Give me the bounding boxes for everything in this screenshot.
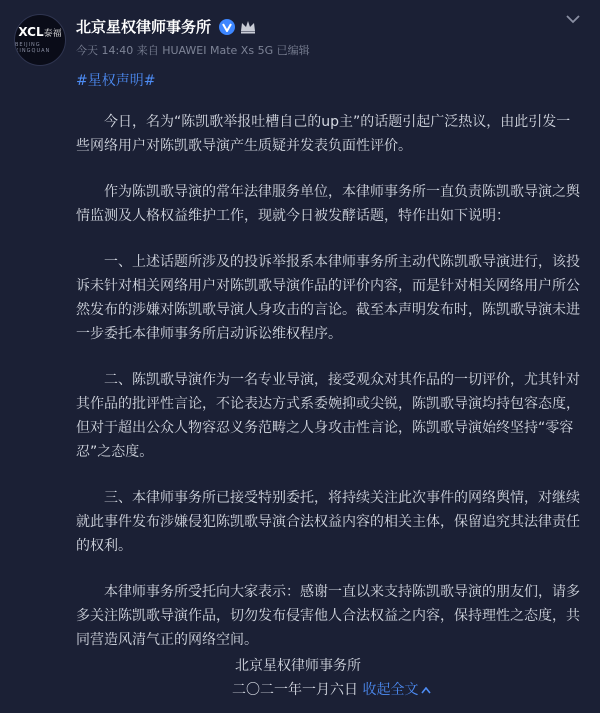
hashtag-link[interactable]: #星权声明# [76,73,156,89]
paragraph: 本律师事务所受托向大家表示：感谢一直以来支持陈凯歌导演的朋友们，请多多关注陈凯歌导演作品，切勿发布侵害他人合法权益之内容，保持理性之态度，共同营造风清气正的网络空间。 [76,584,580,648]
post-meta: 今天 14:40 来自 HUAWEI Mate Xs 5G 已编辑 [76,44,310,57]
avatar-logo: XCL泰福 [18,25,62,39]
crown-icon [239,19,257,35]
avatar-subtext: BEIJING XINGQUAN [15,42,51,54]
paragraph: 三、本律师事务所已接受特别委托，将持续关注此次事件的网络舆情，对继续就此事件发布涉嫌侵犯陈凯歌导演合法权益内容的相关主体，保留追究其法律责任的权利。 [76,490,580,554]
paragraph: 二、陈凯歌导演作为一名专业导演，接受观众对其作品的一切评价，尤其针对其作品的批评性言论，不论表达方式系委婉抑或尖锐，陈凯歌导演均持包容态度，但对于超出公众人物容忍义务范畴之人身攻击性言论，陈凯歌导演始终坚持“零容忍”之态度。 [76,372,580,460]
paragraph: 一、上述话题所涉及的投诉举报系本律师事务所主动代陈凯歌导演进行，该投诉未针对相关网络用户对陈凯歌导演作品的评价内容，而是针对相关网络用户所公然发布的涉嫌对陈凯歌导演人身攻击的言论。截至本声明发布时，陈凯歌导演未进一步委托本律师事务所启动诉讼维权程序。 [76,254,580,342]
signature-line [232,679,532,699]
paragraph: 作为陈凯歌导演的常年法律服务单位，本律师事务所一直负责陈凯歌导演之舆情监测及人格权益维护工作，现就今日被发酵话题，特作出如下说明： [76,184,580,224]
avatar[interactable] [14,14,66,66]
collapse-button[interactable] [362,682,431,698]
collapse-label: 收起全文 [362,682,419,698]
post-content [76,110,580,674]
chevron-down-icon[interactable] [565,14,581,24]
paragraph: 今日，名为“陈凯歌举报吐槽自己的up主”的话题引起广泛热议，由此引发一些网络用户对陈凯歌导演产生质疑并发表负面性评价。 [76,114,571,154]
signature-org: 北京星权律师事务所 [235,658,361,674]
signature-date: 二〇二一年一月六日 [232,682,358,698]
account-header [76,16,257,37]
verified-icon [219,19,235,35]
account-name[interactable]: 北京星权律师事务所 [76,18,212,36]
collapse-caret-icon [421,687,431,694]
